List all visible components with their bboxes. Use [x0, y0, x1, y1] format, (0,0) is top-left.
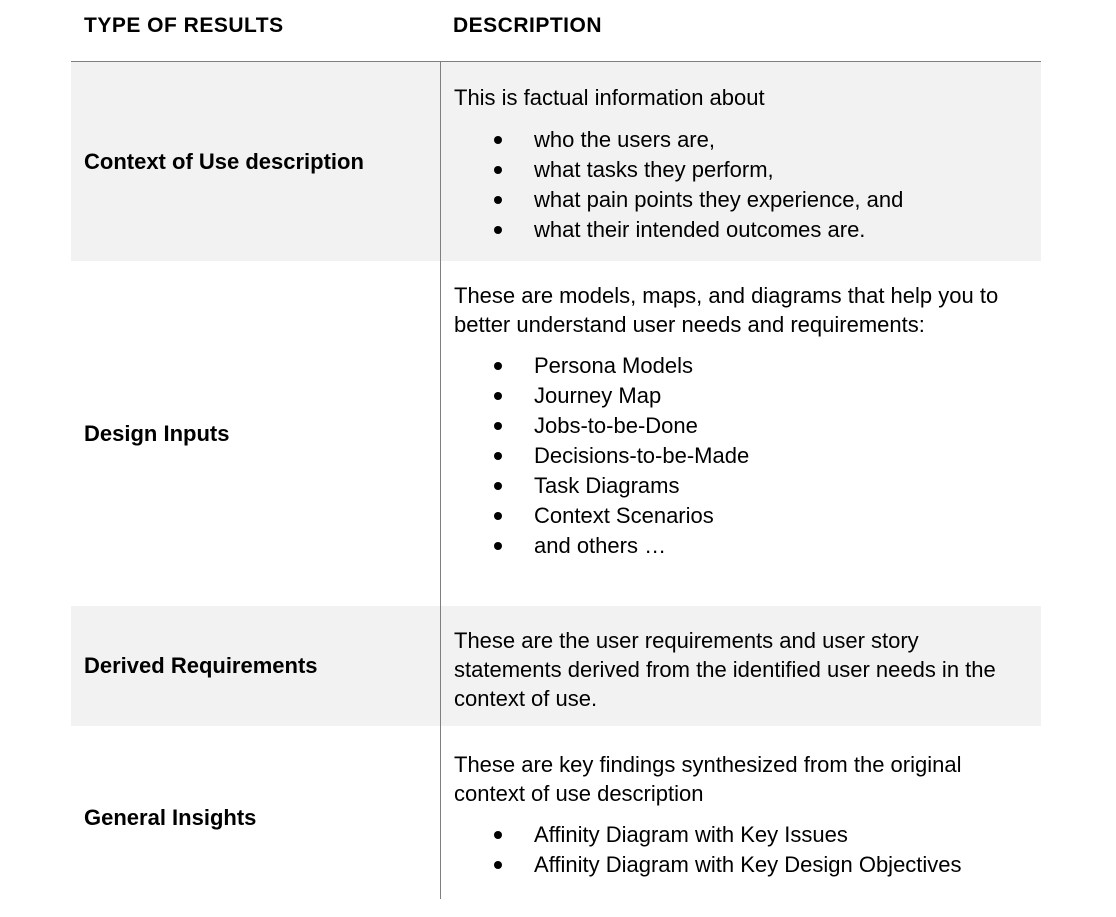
bullet-dot-icon [494, 362, 502, 370]
list-item-text: Affinity Diagram with Key Issues [534, 822, 848, 847]
list-item [454, 155, 1031, 185]
list-item [454, 381, 1031, 411]
column-divider [440, 61, 441, 899]
bullet-dot-icon [494, 831, 502, 839]
list-item-text: who the users are, [534, 127, 715, 152]
bullet-list [454, 820, 1031, 880]
row-type-label: Design Inputs [84, 420, 230, 446]
list-item [454, 501, 1031, 531]
list-item-text: Context Scenarios [534, 503, 714, 528]
bullet-list [454, 351, 1031, 561]
list-item-text: Task Diagrams [534, 473, 680, 498]
list-item-text: and others … [534, 533, 667, 558]
bullet-dot-icon [494, 392, 502, 400]
row-description-text: These are models, maps, and diagrams that help you to better understand user needs and requirements: [454, 283, 999, 337]
row-description-cell [454, 281, 1031, 561]
list-item-text: Jobs-to-be-Done [534, 413, 698, 438]
row-type-label: Context of Use description [84, 148, 364, 174]
row-description-text: These are the user requirements and user story statements derived from the identified user needs in the context of use. [454, 628, 996, 711]
row-description-cell [454, 626, 1031, 713]
list-item-text: Decisions-to-be-Made [534, 443, 750, 468]
bullet-list [454, 125, 1031, 245]
table-row-context-of-use [71, 62, 1041, 261]
list-item [454, 185, 1031, 215]
bullet-dot-icon [494, 136, 502, 144]
list-item [454, 471, 1031, 501]
list-item [454, 820, 1031, 850]
list-item [454, 411, 1031, 441]
list-item-text: what their intended outcomes are. [534, 217, 866, 242]
bullet-dot-icon [494, 542, 502, 550]
header-type-of-results: TYPE OF RESULTS [84, 14, 284, 37]
list-item-text: what pain points they experience, and [534, 187, 904, 212]
bullet-dot-icon [494, 166, 502, 174]
list-item [454, 531, 1031, 561]
row-type-label: Derived Requirements [84, 653, 318, 678]
bullet-dot-icon [494, 452, 502, 460]
bullet-dot-icon [494, 196, 502, 204]
bullet-dot-icon [494, 512, 502, 520]
table-row-derived-requirements [71, 606, 1041, 726]
results-table [71, 0, 1041, 905]
bullet-dot-icon [494, 422, 502, 430]
table-row-general-insights [71, 731, 1041, 905]
list-item [454, 125, 1031, 155]
list-item-text: what tasks they perform, [534, 157, 774, 182]
row-description-cell [454, 750, 1031, 880]
list-item-text: Persona Models [534, 353, 693, 378]
list-item [454, 441, 1031, 471]
list-item [454, 351, 1031, 381]
table-row-design-inputs [71, 261, 1041, 606]
row-description-text: This is factual information about [454, 85, 765, 110]
header-description: DESCRIPTION [453, 14, 603, 37]
table-header-row [71, 0, 1041, 62]
row-description-text: These are key findings synthesized from the original context of use description [454, 752, 962, 806]
row-description-cell [454, 83, 1031, 245]
bullet-dot-icon [494, 226, 502, 234]
bullet-dot-icon [494, 482, 502, 490]
list-item-text: Affinity Diagram with Key Design Objectives [534, 852, 962, 877]
list-item [454, 850, 1031, 880]
list-item-text: Journey Map [534, 383, 662, 408]
list-item [454, 215, 1031, 245]
row-type-label: General Insights [84, 805, 257, 830]
bullet-dot-icon [494, 861, 502, 869]
